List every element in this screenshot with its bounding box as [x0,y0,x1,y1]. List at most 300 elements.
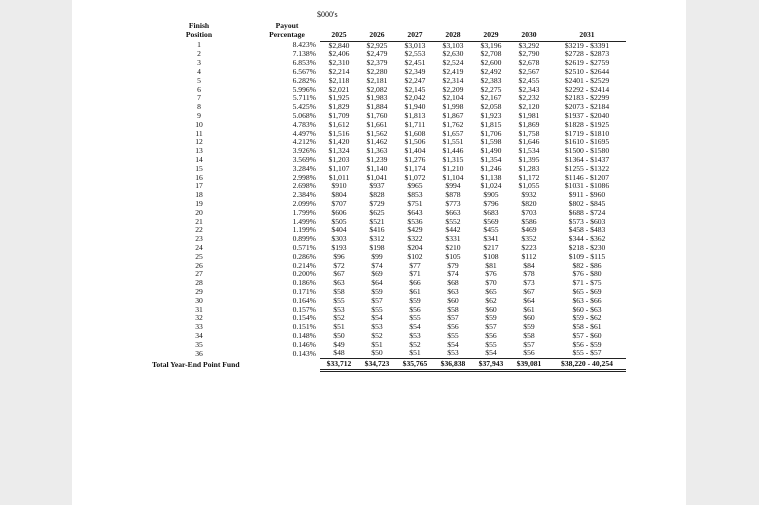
payout-2027: $2,451 [404,59,426,68]
payout-2031: $2292 - $2414 [564,85,610,94]
finish-position: 8 [197,103,201,112]
total-2029: $37,943 [472,359,510,371]
payout-percentage: 0.186% [292,279,316,288]
payout-percentage: 2.384% [292,191,316,200]
payout-2031: $58 - $61 [572,323,602,332]
table-row [140,156,626,165]
payout-2031: $1500 - $1580 [564,147,610,156]
payout-2026: $2,925 [366,41,388,50]
payout-2030: $2,567 [518,67,540,76]
payout-2025: $2,840 [328,41,350,50]
table-row [140,112,626,121]
finish-position: 29 [195,287,203,296]
finish-position: 11 [195,129,203,138]
payout-2030: $67 [523,287,535,296]
total-2028: $36,838 [434,359,472,371]
payout-2026: $2,280 [366,67,388,76]
payout-2025: $2,118 [328,76,350,85]
payout-2031: $1146 - $1207 [564,173,609,182]
payout-2028: $1,315 [442,155,464,164]
payout-percentage: 0.200% [292,270,316,279]
payout-2026: $2,479 [366,50,388,59]
payout-percentage: 3.284% [292,164,316,173]
payout-percentage: 0.157% [292,305,316,314]
payout-2025: $67 [333,270,345,279]
payout-2029: $57 [485,323,497,332]
payout-2026: $53 [371,323,383,332]
total-2031: $38,220 - 40,254 [548,359,626,371]
payout-2031: $82 - $86 [572,261,602,270]
finish-position: 18 [195,191,203,200]
payout-table [140,22,626,372]
payout-2031: $688 - $724 [568,208,606,217]
payout-2028: $54 [447,340,459,349]
payout-2031: $2183 - $2299 [564,94,610,103]
payout-percentage: 5.068% [292,111,316,120]
payout-2029: $683 [483,208,499,217]
payout-2025: $404 [331,226,347,235]
payout-2028: $878 [445,191,461,200]
payout-2027: $2,247 [404,76,426,85]
payout-2027: $51 [409,349,421,358]
payout-2029: $65 [485,287,497,296]
total-2030: $39,081 [510,359,548,371]
finish-position: 28 [195,279,203,288]
payout-2029: $2,708 [480,50,502,59]
table-row [140,50,626,59]
payout-2025: $2,214 [328,67,350,76]
payout-2029: $1,923 [480,111,502,120]
payout-2028: $56 [447,323,459,332]
payout-2025: $707 [331,199,347,208]
table-row [140,86,626,95]
header-payout: Payout [275,22,299,30]
payout-2030: $2,678 [518,59,540,68]
table-row [140,244,626,253]
payout-2031: $71 - $75 [572,279,602,288]
payout-percentage: 3.569% [292,155,316,164]
table-row [140,209,626,218]
payout-2028: $55 [447,331,459,340]
header-position: Position [185,30,213,40]
payout-2026: $55 [371,305,383,314]
payout-2030: $2,790 [518,50,540,59]
finish-position: 6 [197,85,201,94]
payout-2027: $59 [409,296,421,305]
payout-percentage: 1.499% [292,217,316,226]
payout-2031: $56 - $59 [572,340,602,349]
payout-2025: $505 [331,217,347,226]
payout-2029: $59 [485,314,497,323]
payout-percentage: 0.214% [292,261,316,270]
payout-2031: $2073 - $2184 [564,103,610,112]
payout-percentage: 7.138% [292,50,316,59]
payout-2027: $54 [409,323,421,332]
payout-2026: $2,379 [366,59,388,68]
payout-percentage: 0.899% [292,235,316,244]
table-row [140,341,626,350]
payout-2027: $71 [409,270,421,279]
payout-2029: $2,275 [480,85,502,94]
payout-2031: $1255 - $1322 [564,164,610,173]
payout-2026: $1,041 [366,173,388,182]
table-row [140,174,626,183]
payout-2028: $2,104 [442,94,464,103]
payout-2030: $703 [521,208,537,217]
payout-2030: $1,981 [518,111,540,120]
payout-2025: $58 [333,287,345,296]
payout-2027: $61 [409,287,421,296]
finish-position: 14 [195,155,203,164]
payout-2030: $3,292 [518,41,540,50]
table-row [140,279,626,288]
payout-2031: $60 - $63 [572,305,602,314]
payout-2029: $1,246 [480,164,502,173]
table-row [140,77,626,86]
payout-2029: $217 [483,243,499,252]
payout-2025: $72 [333,261,345,270]
payout-2026: $1,462 [366,138,388,147]
table-row [140,165,626,174]
finish-position: 19 [195,199,203,208]
finish-position: 3 [197,59,201,68]
payout-2031: $65 - $69 [572,287,602,296]
payout-2026: $198 [369,243,385,252]
finish-position: 26 [195,261,203,270]
table-row [140,200,626,209]
finish-position: 12 [195,138,203,147]
finish-position: 22 [195,226,203,235]
header-year-2026: 2026 [358,31,396,41]
payout-2025: $1,612 [328,120,350,129]
payout-2025: $53 [333,305,345,314]
payout-percentage: 2.998% [292,173,316,182]
payout-2030: $59 [523,323,535,332]
payout-2028: $60 [447,296,459,305]
payout-percentage: 8.423% [292,41,316,50]
payout-percentage: 0.154% [292,314,316,323]
payout-2027: $1,711 [404,120,426,129]
payout-2031: $1828 - $1925 [564,120,610,129]
payout-2028: $994 [445,182,461,191]
payout-percentage: 0.151% [292,323,316,332]
payout-2030: $932 [521,191,537,200]
table-row [140,147,626,156]
payout-2026: $729 [369,199,385,208]
finish-position: 23 [195,235,203,244]
payout-2025: $2,310 [328,59,350,68]
payout-2025: $55 [333,296,345,305]
payout-percentage: 1.199% [292,226,316,235]
payout-2025: $2,021 [328,85,350,94]
payout-2027: $1,813 [404,111,426,120]
payout-2029: $2,383 [480,76,502,85]
payout-2031: $2619 - $2759 [564,59,610,68]
payout-2028: $79 [447,261,459,270]
table-row [140,138,626,147]
payout-2028: $663 [445,208,461,217]
payout-2027: $2,553 [404,50,426,59]
payout-2029: $796 [483,199,499,208]
payout-2030: $1,055 [518,182,540,191]
payout-percentage: 0.171% [292,287,316,296]
payout-2025: $1,324 [328,147,350,156]
payout-2028: $57 [447,314,459,323]
payout-2029: $54 [485,349,497,358]
payout-2027: $53 [409,331,421,340]
table-row [140,41,626,50]
finish-position: 10 [195,120,203,129]
payout-2030: $73 [523,279,535,288]
payout-2030: $60 [523,314,535,323]
table-row [140,130,626,139]
payout-2026: $521 [369,217,385,226]
payout-2028: $63 [447,287,459,296]
payout-2028: $2,209 [442,85,464,94]
table-row [140,68,626,77]
payout-percentage: 5.425% [292,103,316,112]
payout-2029: $60 [485,305,497,314]
payout-2029: $1,024 [480,182,502,191]
header-year-2029: 2029 [472,31,510,41]
payout-2031: $55 - $57 [572,349,602,358]
payout-2031: $57 - $60 [572,331,602,340]
payout-2029: $1,138 [480,173,502,182]
table-body [140,41,626,359]
payout-2028: $58 [447,305,459,314]
payout-percentage: 2.099% [292,199,316,208]
payout-2025: $63 [333,279,345,288]
table-row [140,59,626,68]
table-row [140,121,626,130]
payout-2028: $1,104 [442,173,464,182]
payout-2029: $341 [483,235,499,244]
payout-2025: $1,829 [328,103,350,112]
payout-2028: $210 [445,243,461,252]
finish-position: 33 [195,323,203,332]
payout-2026: $2,181 [366,76,388,85]
payout-2028: $442 [445,226,461,235]
payout-2030: $1,646 [518,138,540,147]
payout-2026: $57 [371,296,383,305]
payout-2030: $2,343 [518,85,540,94]
table-row [140,262,626,271]
payout-2029: $455 [483,226,499,235]
payout-2025: $50 [333,331,345,340]
payout-2027: $1,506 [404,138,426,147]
table-row [140,94,626,103]
payout-2026: $312 [369,235,385,244]
payout-2028: $773 [445,199,461,208]
payout-2027: $3,013 [404,41,426,50]
payout-2025: $1,925 [328,94,350,103]
payout-percentage: 4.497% [292,129,316,138]
payout-2028: $2,419 [442,67,464,76]
header-year-2025: 2025 [320,31,358,41]
finish-position: 9 [197,111,201,120]
payout-2025: $804 [331,191,347,200]
total-2026: $34,723 [358,359,396,371]
payout-2030: $56 [523,349,535,358]
payout-2029: $1,815 [480,120,502,129]
payout-2025: $1,011 [328,173,350,182]
payout-2029: $108 [483,252,499,261]
payout-2030: $84 [523,261,535,270]
payout-2027: $643 [407,208,423,217]
payout-2028: $1,446 [442,147,464,156]
payout-2028: $105 [445,252,461,261]
total-row [140,359,626,371]
payout-percentage: 0.164% [292,296,316,305]
header-finish: Finish [188,22,210,30]
finish-position: 1 [197,41,201,50]
payout-2027: $965 [407,182,423,191]
payout-2030: $586 [521,217,537,226]
payout-2031: $1364 - $1437 [564,155,610,164]
payout-2026: $52 [371,331,383,340]
table-row [140,288,626,297]
payout-2031: $2510 - $2644 [564,67,610,76]
payout-percentage: 6.282% [292,76,316,85]
payout-2031: $3219 - $3391 [564,41,610,50]
table-row [140,306,626,315]
payout-2030: $1,395 [518,155,540,164]
payout-2029: $569 [483,217,499,226]
payout-2031: $76 - $80 [572,270,602,279]
finish-position: 34 [195,331,203,340]
payout-2025: $48 [333,349,345,358]
payout-2026: $1,983 [366,94,388,103]
payout-2030: $2,120 [518,103,540,112]
payout-percentage: 0.143% [292,349,316,358]
payout-2029: $76 [485,270,497,279]
payout-2026: $1,239 [366,155,388,164]
payout-2029: $56 [485,331,497,340]
payout-2026: $64 [371,279,383,288]
finish-position: 24 [195,243,203,252]
payout-2026: $1,140 [366,164,388,173]
payout-2030: $469 [521,226,537,235]
finish-position: 25 [195,252,203,261]
finish-position: 32 [195,314,203,323]
finish-position: 21 [195,217,203,226]
payout-2027: $2,145 [404,85,426,94]
payout-2027: $77 [409,261,421,270]
payout-2029: $81 [485,261,497,270]
table-row [140,297,626,306]
finish-position: 31 [195,305,203,314]
payout-2031: $59 - $62 [572,314,602,323]
finish-position: 16 [195,173,203,182]
payout-2028: $74 [447,270,459,279]
payout-percentage: 4.212% [292,138,316,147]
payout-2026: $54 [371,314,383,323]
payout-2027: $429 [407,226,423,235]
payout-2029: $1,490 [480,147,502,156]
payout-2025: $1,709 [328,111,350,120]
payout-2027: $322 [407,235,423,244]
payout-2027: $1,174 [404,164,426,173]
finish-position: 27 [195,270,203,279]
payout-2029: $2,167 [480,94,502,103]
payout-2027: $536 [407,217,423,226]
total-label: Total Year-End Point Fund [152,359,240,369]
table-row [140,191,626,200]
payout-2028: $2,630 [442,50,464,59]
payout-2026: $1,760 [366,111,388,120]
payout-2028: $1,551 [442,138,464,147]
payout-2030: $223 [521,243,537,252]
payout-2027: $1,072 [404,173,426,182]
payout-2026: $1,884 [366,103,388,112]
payout-2028: $552 [445,217,461,226]
payout-2029: $70 [485,279,497,288]
payout-2027: $1,276 [404,155,426,164]
payout-2029: $3,196 [480,41,502,50]
payout-2027: $1,608 [404,129,426,138]
payout-2031: $63 - $66 [572,296,602,305]
payout-2025: $1,516 [328,129,350,138]
payout-2025: $2,406 [328,50,350,59]
table-row [140,323,626,332]
header-year-2031: 2031 [548,31,626,41]
finish-position: 7 [197,94,201,103]
table-row [140,182,626,191]
payout-2025: $51 [333,323,345,332]
payout-2027: $102 [407,252,423,261]
payout-2030: $1,534 [518,147,540,156]
payout-2031: $218 - $230 [568,243,606,252]
payout-2025: $1,203 [328,155,350,164]
finish-position: 13 [195,147,203,156]
payout-2027: $2,042 [404,94,426,103]
finish-position: 35 [195,340,203,349]
payout-2026: $51 [371,340,383,349]
payout-2028: $68 [447,279,459,288]
finish-position: 2 [197,50,201,59]
payout-2026: $937 [369,182,385,191]
finish-position: 15 [195,164,203,173]
payout-2027: $52 [409,340,421,349]
table-row [140,270,626,279]
payout-2031: $1937 - $2040 [564,111,610,120]
payout-2027: $66 [409,279,421,288]
payout-percentage: 4.783% [292,120,316,129]
header-row-1 [140,22,626,31]
payout-2027: $55 [409,314,421,323]
payout-2025: $193 [331,243,347,252]
payout-2028: $2,524 [442,59,464,68]
payout-percentage: 6.853% [292,59,316,68]
payout-2025: $52 [333,314,345,323]
total-2027: $35,765 [396,359,434,371]
payout-2028: $2,314 [442,76,464,85]
table-row [140,349,626,358]
table-row [140,332,626,341]
finish-position: 5 [197,76,201,85]
payout-2028: $53 [447,349,459,358]
payout-2026: $2,082 [366,85,388,94]
payout-percentage: 1.799% [292,208,316,217]
payout-2026: $1,363 [366,147,388,156]
payout-2031: $2401 - $2529 [564,76,610,85]
payout-2031: $2728 - $2873 [564,50,610,59]
payout-2028: $1,210 [442,164,464,173]
table-row [140,235,626,244]
payout-percentage: 0.146% [292,340,316,349]
header-year-2028: 2028 [434,31,472,41]
payout-2026: $416 [369,226,385,235]
